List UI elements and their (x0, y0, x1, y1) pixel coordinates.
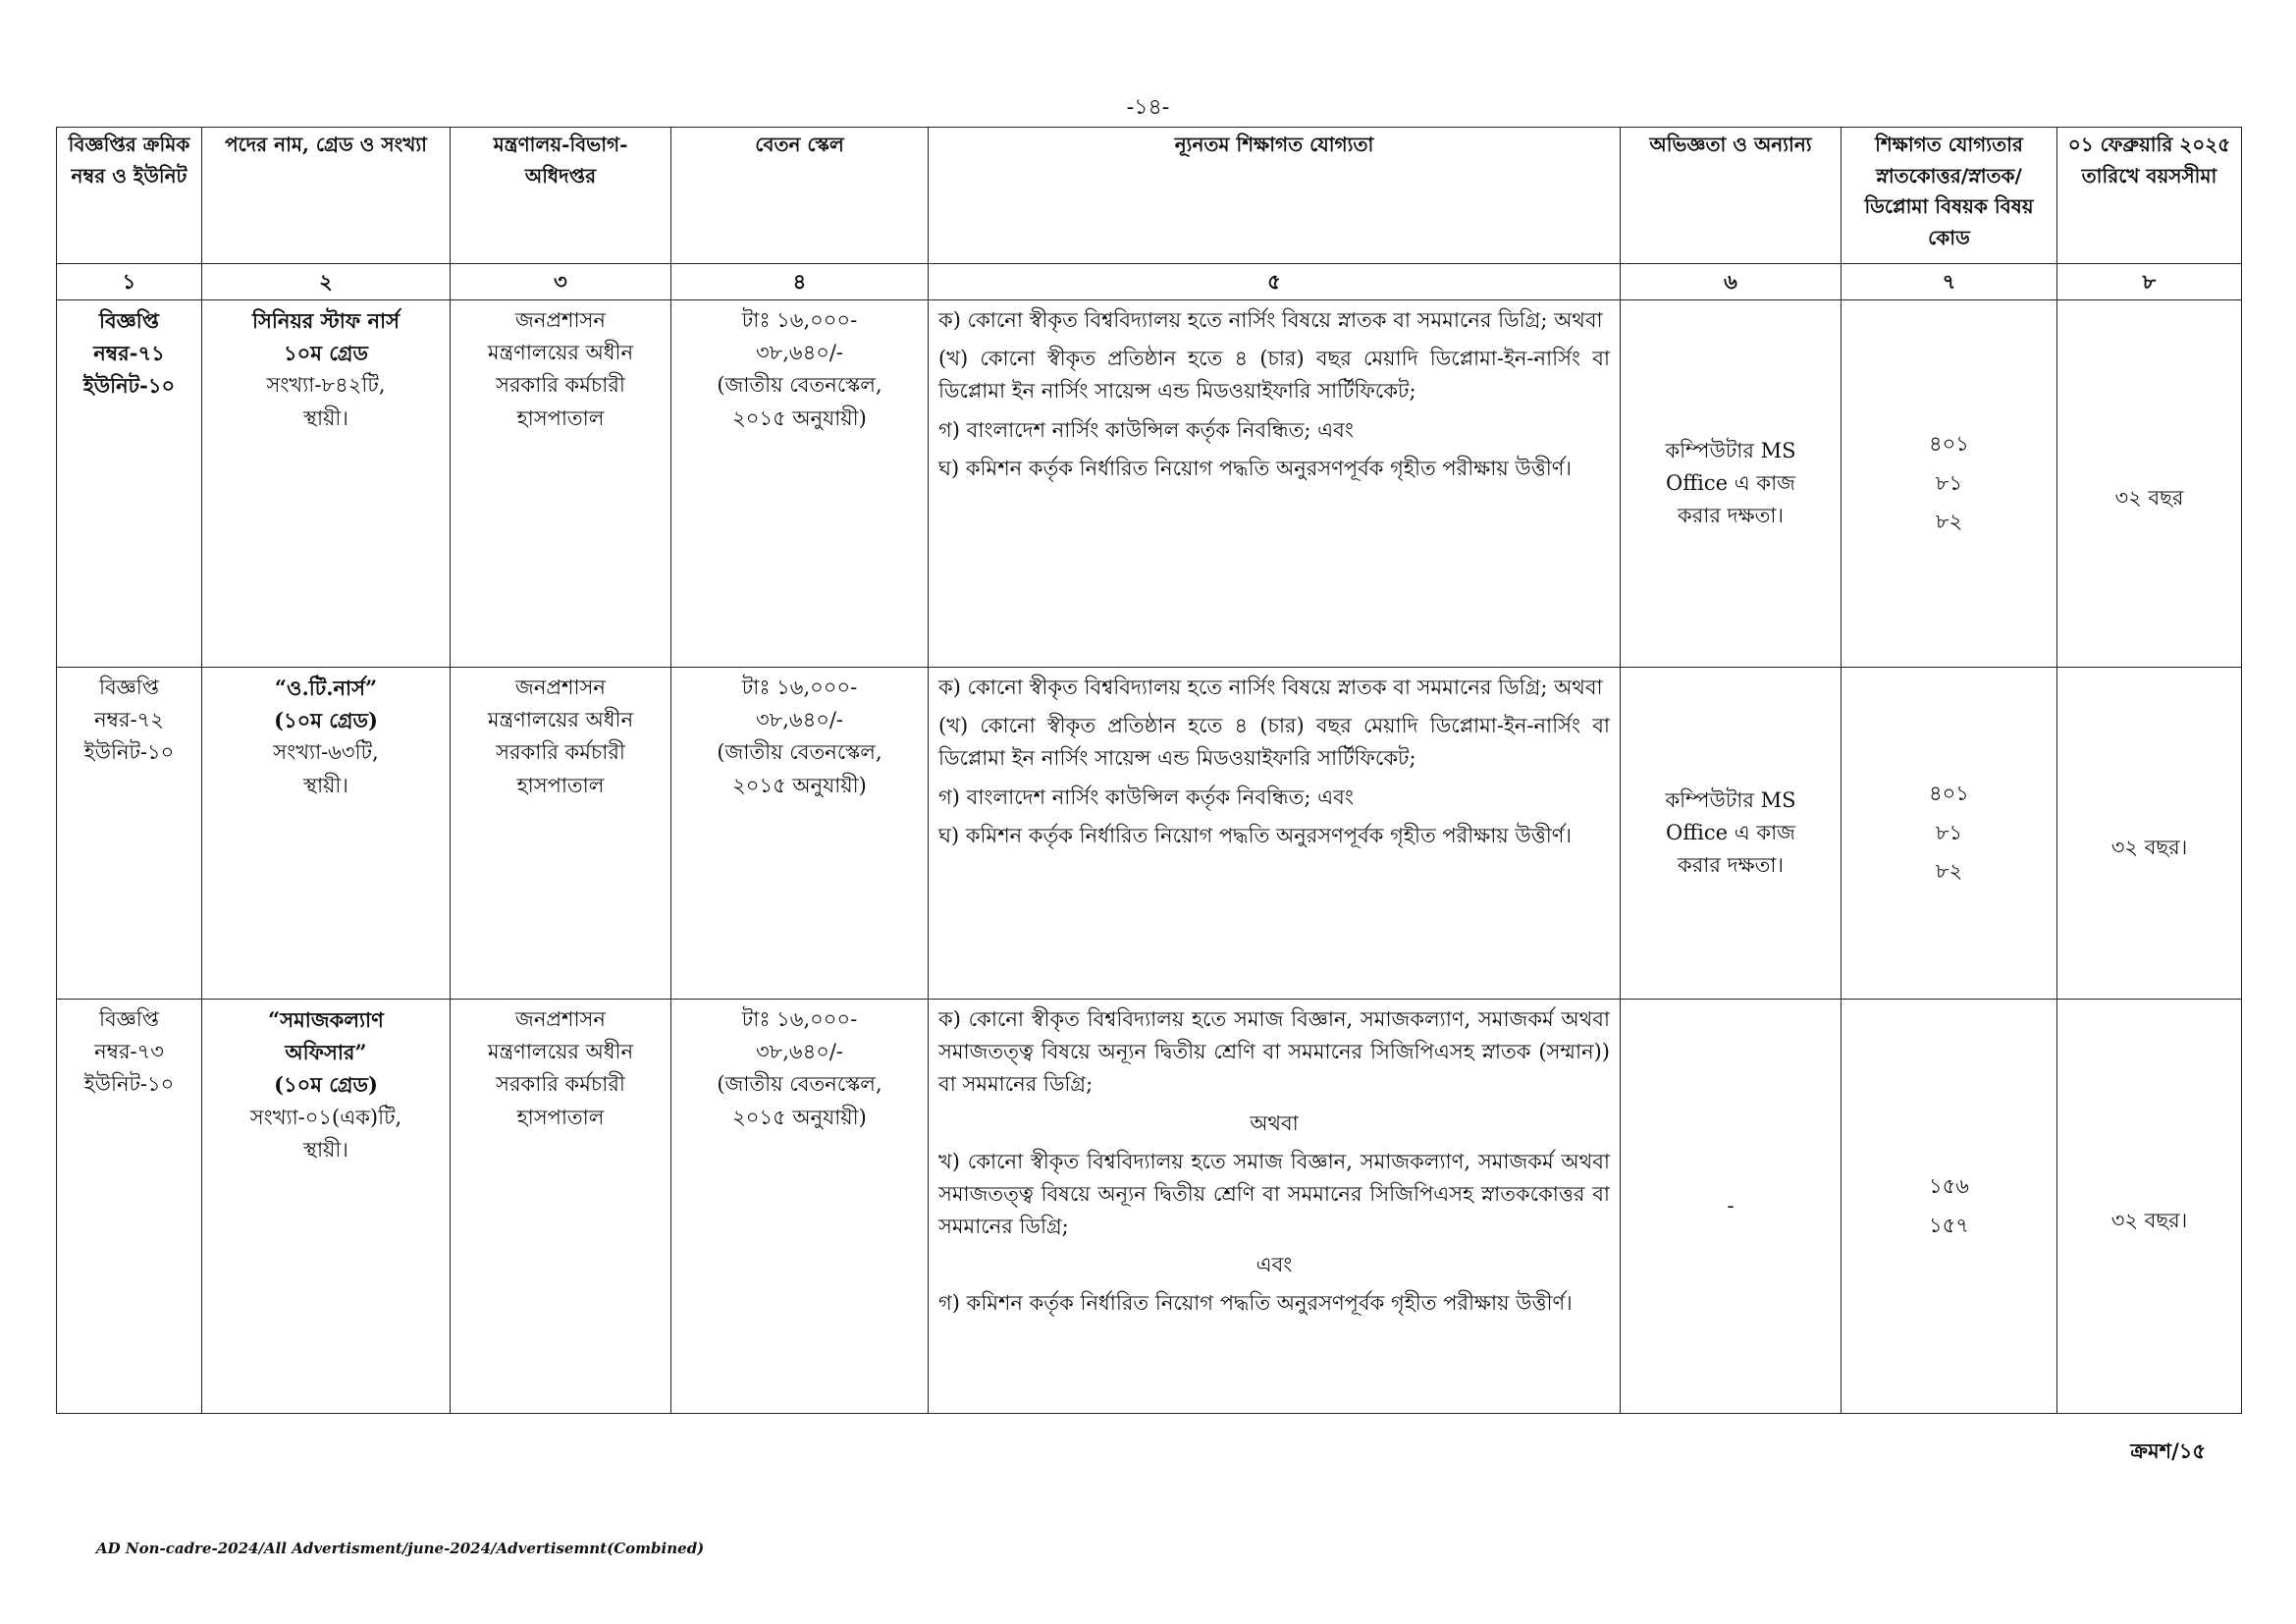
continued-note: ক্রমশ/১৫ (2130, 1438, 2206, 1463)
age-limit-cell (2057, 668, 2242, 1000)
table-row (57, 300, 2242, 668)
qualification-item: ক) কোনো স্বীকৃত বিশ্ববিদ্যালয় হতে নার্সিং বিষয়ে স্নাতক বা সমমানের ডিগ্রি; অথবা (938, 676, 1603, 699)
column-number: ৭ (1842, 264, 2057, 300)
column-number: ২ (202, 264, 451, 300)
column-number-row (57, 264, 2242, 300)
ministry-line: জনপ্রশাসন (515, 676, 606, 699)
qualification-item: ক) কোনো স্বীকৃত বিশ্ববিদ্যালয় হতে সমাজ বিজ্ঞান, সমাজকল্যাণ, সমাজকর্ম অথবা সমাজতত্ত্ব বিষয়ে অন্যূন দ্বিতীয় শ্রেণি বা সমমানের সিজিপিএসহ স্নাতক (সম্মান)) বা সমমানের ডিগ্রি; (938, 1007, 1610, 1097)
subject-code: ১৫৭ (1929, 1213, 1969, 1237)
serial-line: বিজ্ঞপ্তি (98, 676, 160, 699)
footer-file-path: AD Non-cadre-2024/All Advertisment/june-2024/Advertisemnt(Combined) (96, 1540, 705, 1557)
ministry-line: মন্ত্রণালয়ের অধীন (487, 1040, 634, 1064)
experience-cell (1621, 668, 1842, 1000)
serial-line: বিজ্ঞপ্তি (98, 1007, 160, 1031)
column-number: ১ (57, 264, 202, 300)
pay-scale-cell (671, 1000, 929, 1414)
pay-line: টাঃ ১৬,০০০- (741, 1007, 858, 1031)
serial-line: ইউনিট-১০ (83, 1072, 175, 1097)
subject-code: ৪০১ (1929, 781, 1969, 805)
age-limit: ৩২ বছর। (2110, 1208, 2188, 1232)
ministry-cell (451, 1000, 671, 1414)
page-number: -১৪- (1126, 95, 1170, 120)
post-count: সংখ্যা-৬৩টি, (273, 740, 379, 765)
subject-code: ৪০১ (1929, 431, 1969, 456)
pay-line: টাঃ ১৬,০০০- (741, 308, 858, 332)
pay-line: ২০১৫ অনুযায়ী) (732, 1105, 867, 1129)
header-post: পদের নাম, গ্রেড ও সংখ্যা (202, 128, 451, 264)
qualification-cell (929, 1000, 1621, 1414)
post-name-line: (১০ম গ্রেড) (274, 1072, 378, 1098)
advertisement-table (56, 127, 2242, 1414)
experience-line: করার দক্ষতা। (1678, 853, 1784, 878)
ministry-line: সরকারি কর্মচারী (496, 1072, 625, 1097)
pay-line: ৩৮,৬৪০/- (755, 708, 844, 732)
post-count: সংখ্যা-৮৪২টি, (266, 373, 386, 398)
serial-cell (57, 300, 202, 668)
post-cell (202, 1000, 451, 1414)
pay-scale-cell (671, 300, 929, 668)
ministry-line: হাসপাতাল (516, 406, 605, 430)
ministry-line: হাসপাতাল (516, 1105, 605, 1129)
experience-cell (1621, 1000, 1842, 1414)
column-number: ৩ (451, 264, 671, 300)
post-type: স্থায়ী। (303, 406, 348, 430)
serial-line: নম্বর-৭১ (93, 341, 165, 366)
ministry-line: সরকারি কর্মচারী (496, 740, 625, 765)
pay-line: (জাতীয় বেতনস্কেল, (717, 1072, 882, 1097)
qualification-item: খ) কোনো স্বীকৃত বিশ্ববিদ্যালয় হতে সমাজ বিজ্ঞান, সমাজকল্যাণ, সমাজকর্ম অথবা সমাজতত্ত্ব বিষয়ে অন্যূন দ্বিতীয় শ্রেণি বা সমমানের সিজিপিএসহ স্নাতককোত্তর বা সমমানের ডিগ্রি; (938, 1149, 1610, 1239)
experience-line: Office এ কাজ (1666, 470, 1795, 495)
subject-code: ৮১ (1935, 820, 1963, 844)
column-number: ৪ (671, 264, 929, 300)
pay-line: (জাতীয় বেতনস্কেল, (717, 373, 882, 398)
age-limit-cell (2057, 300, 2242, 668)
pay-line: (জাতীয় বেতনস্কেল, (717, 740, 882, 765)
qualification-cell (929, 668, 1621, 1000)
column-number: ৫ (929, 264, 1621, 300)
header-ministry: মন্ত্রণালয়-বিভাগ-অধিদপ্তর (451, 128, 671, 264)
age-limit: ৩২ বছর। (2110, 835, 2188, 859)
post-name-line: সিনিয়র স্টাফ নার্স (252, 308, 400, 333)
experience-line: Office এ কাজ (1666, 820, 1795, 844)
post-type: স্থায়ী। (303, 1137, 348, 1162)
pay-line: ৩৮,৬৪০/- (755, 1040, 844, 1064)
pay-line: ২০১৫ অনুযায়ী) (732, 773, 867, 797)
subject-code-cell (1842, 300, 2057, 668)
subject-code: ৮২ (1935, 859, 1963, 884)
pay-scale-cell (671, 668, 929, 1000)
age-limit: ৩২ বছর (2114, 485, 2184, 510)
header-subject-code: শিক্ষাগত যোগ্যতার স্নাতকোত্তর/স্নাতক/ ডিপ্লোমা বিষয়ক বিষয় কোড (1842, 128, 2057, 264)
qualification-item: (খ) কোনো স্বীকৃত প্রতিষ্ঠান হতে ৪ (চার) বছর মেয়াদি ডিপ্লোমা-ইন-নার্সিং বা ডিপ্লোমা ইন নার্সিং সায়েন্স এন্ড মিডওয়াইফারি সার্টিফিকেট; (938, 347, 1610, 404)
subject-code: ৮১ (1935, 470, 1963, 495)
subject-code: ১৫৬ (1929, 1173, 1969, 1198)
experience-line: করার দক্ষতা। (1678, 504, 1784, 528)
ministry-line: মন্ত্রণালয়ের অধীন (487, 708, 634, 732)
experience-line: - (1727, 1193, 1735, 1218)
qualification-item: ঘ) কমিশন কর্তৃক নির্ধারিত নিয়োগ পদ্ধতি অনুরসণপূর্বক গৃহীত পরীক্ষায় উত্তীর্ণ। (938, 823, 1572, 847)
serial-line: ইউনিট-১০ (82, 373, 176, 399)
experience-cell (1621, 300, 1842, 668)
ministry-line: হাসপাতাল (516, 773, 605, 797)
serial-cell (57, 1000, 202, 1414)
qualification-item: গ) বাংলাদেশ নার্সিং কাউন্সিল কর্তৃক নিবন্ধিত; এবং (938, 785, 1354, 809)
header-serial: বিজ্ঞপ্তির ক্রমিক নম্বর ও ইউনিট (57, 128, 202, 264)
qualification-connector: এবং (1255, 1253, 1293, 1277)
qualification-item: গ) বাংলাদেশ নার্সিং কাউন্সিল কর্তৃক নিবন্ধিত; এবং (938, 417, 1354, 442)
qualification-item: ঘ) কমিশন কর্তৃক নির্ধারিত নিয়োগ পদ্ধতি অনুরসণপূর্বক গৃহীত পরীক্ষায় উত্তীর্ণ। (938, 456, 1572, 480)
post-type: স্থায়ী। (303, 773, 348, 797)
qualification-item: (খ) কোনো স্বীকৃত প্রতিষ্ঠান হতে ৪ (চার) বছর মেয়াদি ডিপ্লোমা-ইন-নার্সিং বা ডিপ্লোমা ইন নার্সিং সায়েন্স এন্ড মিডওয়াইফারি সার্টিফিকেট; (938, 714, 1610, 771)
header-pay-scale: বেতন স্কেল (671, 128, 929, 264)
pay-line: ৩৮,৬৪০/- (755, 341, 844, 365)
subject-code-cell (1842, 668, 2057, 1000)
qualification-item: গ) কমিশন কর্তৃক নির্ধারিত নিয়োগ পদ্ধতি অনুরসণপূর্বক গৃহীত পরীক্ষায় উত্তীর্ণ। (938, 1291, 1573, 1316)
serial-line: বিজ্ঞপ্তি (98, 308, 160, 333)
pay-line: টাঃ ১৬,০০০- (741, 676, 858, 699)
post-name-line: “ও.টি.নার্স” (274, 676, 378, 700)
serial-line: নম্বর-৭৩ (94, 1040, 164, 1064)
post-name-line: ১০ম গ্রেড (284, 341, 368, 366)
ministry-cell (451, 300, 671, 668)
experience-line: কম্পিউটার MS (1665, 438, 1796, 462)
subject-code-cell (1842, 1000, 2057, 1414)
post-cell (202, 300, 451, 668)
pay-line: ২০১৫ অনুযায়ী) (732, 406, 867, 430)
header-row (57, 128, 2242, 264)
ministry-cell (451, 668, 671, 1000)
serial-line: ইউনিট-১০ (83, 740, 175, 765)
post-name-line: অফিসার” (285, 1040, 367, 1065)
subject-code: ৮২ (1935, 510, 1963, 534)
qualification-connector: অথবা (1250, 1110, 1299, 1135)
ministry-line: জনপ্রশাসন (515, 1007, 606, 1031)
age-limit-cell (2057, 1000, 2242, 1414)
qualification-cell (929, 300, 1621, 668)
column-number: ৮ (2057, 264, 2242, 300)
table-row (57, 668, 2242, 1000)
ministry-line: মন্ত্রণালয়ের অধীন (487, 341, 634, 365)
header-age-limit: ০১ ফেব্রুয়ারি ২০২৫ তারিখে বয়সসীমা (2057, 128, 2242, 264)
post-cell (202, 668, 451, 1000)
post-name-line: “সমাজকল্যাণ (268, 1007, 384, 1032)
column-number: ৬ (1621, 264, 1842, 300)
post-count: সংখ্যা-০১(এক)টি, (249, 1105, 402, 1129)
serial-line: নম্বর-৭২ (94, 708, 164, 732)
ministry-line: জনপ্রশাসন (515, 308, 606, 332)
ministry-line: সরকারি কর্মচারী (496, 373, 625, 398)
header-experience: অভিজ্ঞতা ও অন্যান্য (1621, 128, 1842, 264)
serial-cell (57, 668, 202, 1000)
header-qualification: ন্যূনতম শিক্ষাগত যোগ্যতা (929, 128, 1621, 264)
experience-line: কম্পিউটার MS (1665, 787, 1796, 812)
post-name-line: (১০ম গ্রেড) (274, 708, 378, 733)
qualification-item: ক) কোনো স্বীকৃত বিশ্ববিদ্যালয় হতে নার্সিং বিষয়ে স্নাতক বা সমমানের ডিগ্রি; অথবা (938, 308, 1603, 332)
table-row (57, 1000, 2242, 1414)
